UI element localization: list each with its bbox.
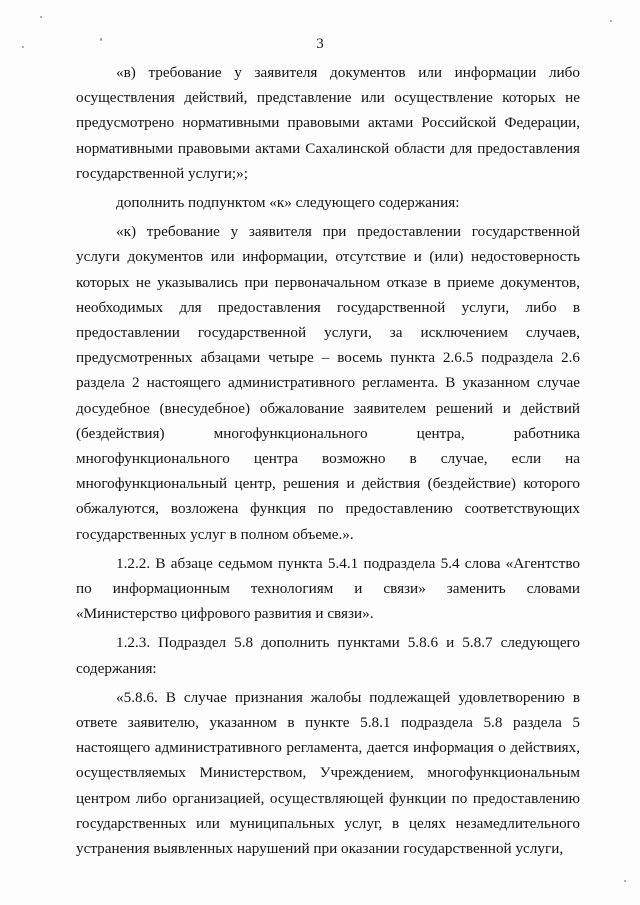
scan-speck [624, 880, 626, 882]
document-body [76, 60, 580, 865]
paragraph-item-v: «в) требование у заявителя документов или информации либо осуществления действий, представление или осуществление которых не предусмотрено нормативными правовыми актами Российской Федерации, нормативными правовыми актами Сахалинской области для предоставления государственной услуги;»; [76, 64, 580, 182]
paragraph-1-2-2: 1.2.2. В абзаце седьмом пункта 5.4.1 подраздела 5.4 слова «Агентство по информационным технологиям и связи» заменить словами «Министерство цифрового развития и связи». [76, 554, 580, 623]
scan-speck [610, 20, 612, 22]
paragraph-5-8-6: «5.8.6. В случае признания жалобы подлежащей удовлетворению в ответе заявителю, указанном в пункте 5.8.1 подраздела 5.8 раздела 5 настоящего административного регламента, дается информация о действиях, осуществляемых Министерством, Учреждением, многофункциональным центром либо организацией, осуществляющей функции по предоставлению государственных или муниципальных услуг, в целях незамедлительного устранения выявленных нарушений при оказании государственной услуги, [76, 688, 580, 858]
page-number: 3 [316, 36, 324, 52]
scan-speck [40, 16, 42, 18]
scan-speck [22, 46, 24, 48]
paragraph-add-subitem-k: дополнить подпунктом «к» следующего содержания: [116, 194, 460, 212]
paragraph-item-k: «к) требование у заявителя при предоставлении государственной услуги документов или информации, отсутствие и (или) недостоверность которых не указывались при первоначальном отказе в приеме документов, необходимых для предоставления государственной услуги, либо в предоставлении государственной услуги, за исключением случаев, предусмотренных абзацами четыре – восемь пункта 2.6.5 подраздела 2.6 раздела 2 настоящего административного регламента. В указанном случае досудебное (внесудебное) обжалование заявителем решений и действий (бездействия) многофункционального центра, работника многофункционального центра возможно в случае, если на многофункциональный центр, решения и действия (бездействие) которого обжалуются, возложена функция по предоставлению соответствующих государственных услуг в полном объеме.». [76, 223, 580, 543]
scan-speck [100, 38, 102, 41]
paragraph-1-2-3: 1.2.3. Подраздел 5.8 дополнить пунктами 5.8.6 и 5.8.7 следующего содержания: [76, 634, 580, 677]
